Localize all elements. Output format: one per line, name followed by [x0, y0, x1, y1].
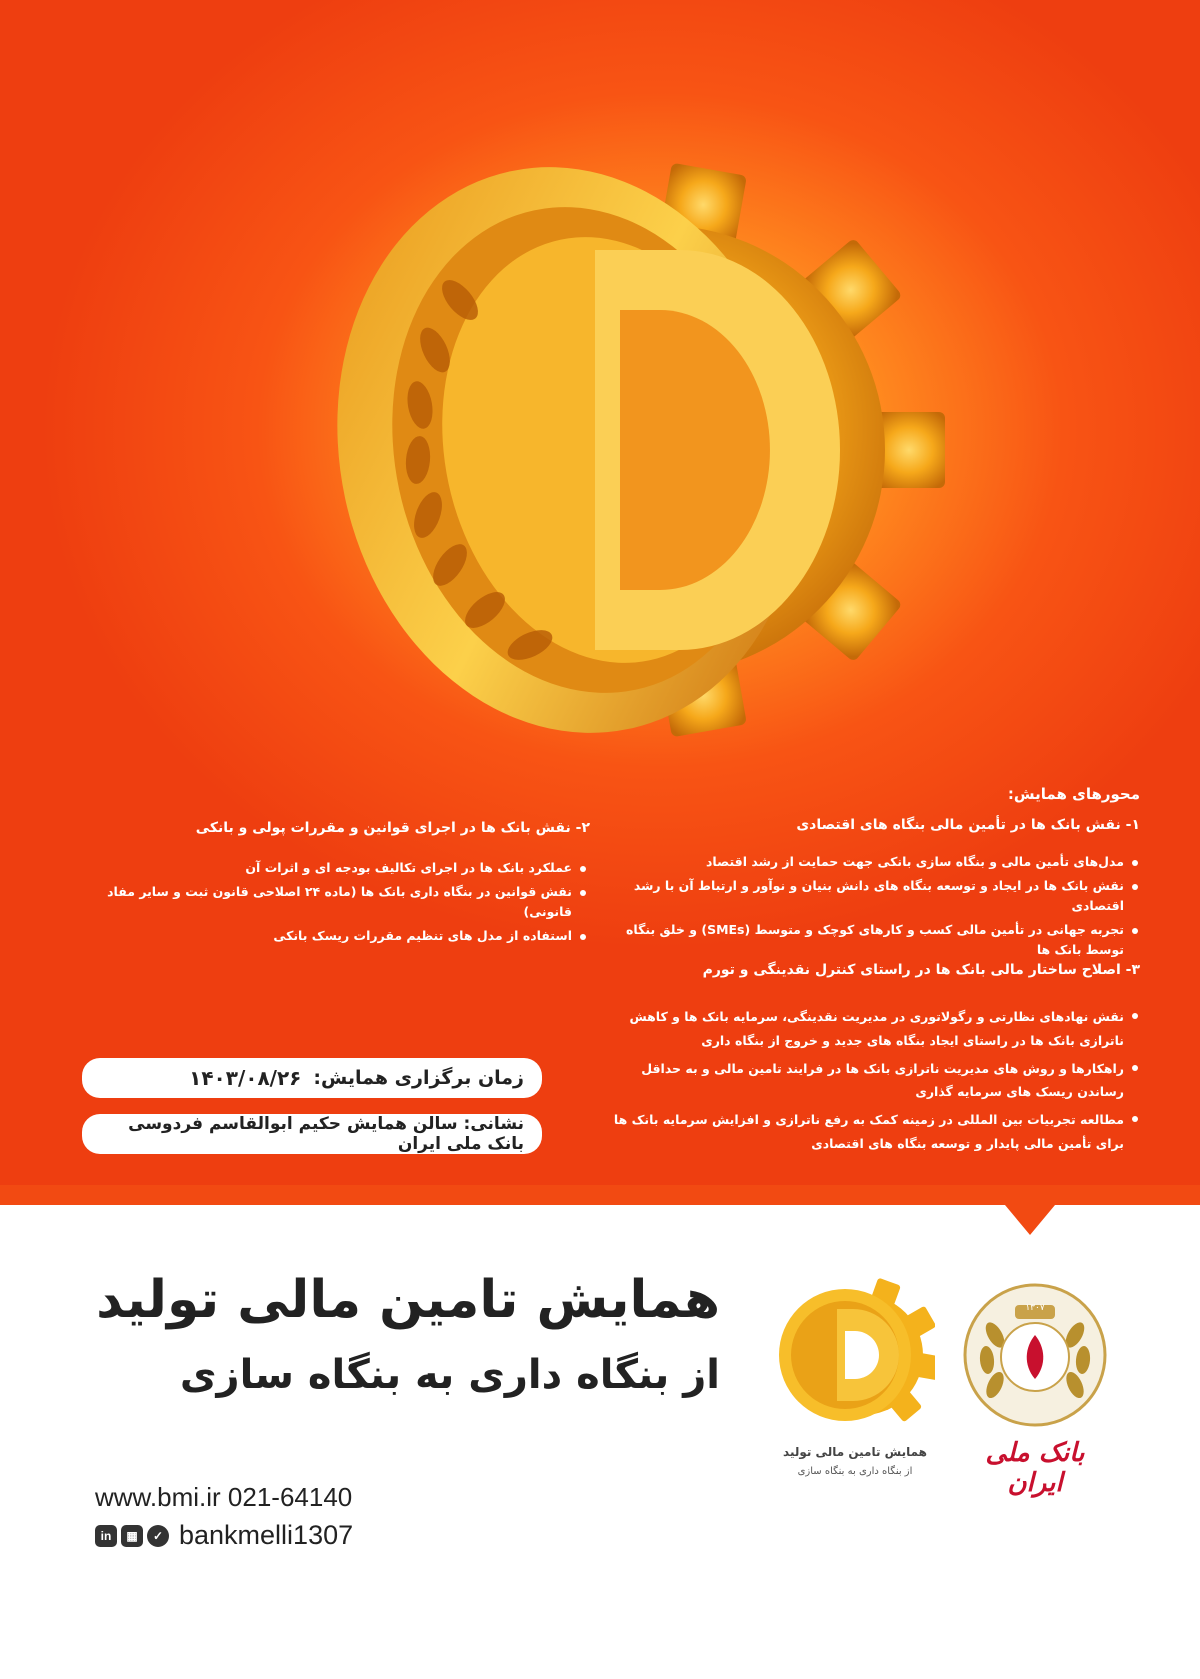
list-item: راهکارها و روش های مدیریت ناترازی بانک ها در فرایند تامین مالی و به حداقل رساندن ریسک های سرمایه گذاری [600, 1057, 1140, 1105]
social-handle[interactable]: bankmelli1307 [179, 1520, 354, 1550]
list-item: نقش نهادهای نظارتی و رگولاتوری در مدیریت نقدینگی، سرمایه بانک ها و کاهش ناترازی بانک ها در راستای ایجاد بنگاه های جدید و خروج از بنگاه داری [600, 1005, 1140, 1053]
conference-logo-icon [775, 1275, 935, 1435]
logo-caption-subtitle: از بنگاه داری به بنگاه سازی [797, 1466, 913, 1477]
address-text: نشانی: سالن همایش حکیم ابوالقاسم فردوسی بانک ملی ایران [128, 1114, 524, 1154]
date-label: زمان برگزاری همایش: [313, 1067, 524, 1089]
section3-title: ۳- اصلاح ساختار مالی بانک ها در راستای کنترل نقدینگی و تورم [702, 962, 1140, 978]
logo-caption-title: همایش تامین مالی تولید [783, 1445, 927, 1459]
coin-gear-emblem-icon [260, 150, 980, 770]
section2-list [78, 858, 588, 950]
website-link[interactable]: www.bmi.ir [95, 1482, 221, 1512]
section1-title: ۱- نقش بانک ها در تأمین مالی بنگاه های اقتصادی [796, 817, 1140, 833]
divider-notch [0, 1185, 1200, 1245]
axes-title: محورهای همایش: [1007, 785, 1140, 803]
bank-melli-seal-icon [955, 1275, 1115, 1435]
list-item: عملکرد بانک ها در اجرای تکالیف بودجه ای و اثرات آن [78, 858, 588, 878]
list-item: مطالعه تجربیات بین المللی در زمینه کمک به رفع ناترازی و افزایش سرمایه بانک ها برای تأمین مالی پایدار و توسعه بنگاه های اقتصادی [600, 1108, 1140, 1156]
social-line [95, 1520, 353, 1551]
contact-line [95, 1482, 352, 1513]
section3-list [600, 1005, 1140, 1160]
headline-title: همایش تامین مالی تولید [96, 1270, 720, 1330]
date-value: ۱۴۰۳/۰۸/۲۶ [189, 1066, 302, 1090]
headline-subtitle: از بنگاه داری به بنگاه سازی [179, 1352, 720, 1398]
list-item: تجربه جهانی در تأمین مالی کسب و کارهای کوچک و متوسط (SMEs) و خلق بنگاه توسط بانک ها [600, 920, 1140, 960]
section2-title: ۲- نقش بانک ها در اجرای قوانین و مقررات پولی و بانکی [195, 820, 590, 836]
section1-list [600, 852, 1140, 964]
list-item: نقش قوانین در بنگاه داری بانک ها (ماده ۲۴ اصلاحی قانون ثبت و سایر مفاد قانونی) [78, 882, 588, 922]
bank-year: ۱۳۰۷ [1025, 1303, 1045, 1313]
list-item: نقش بانک ها در ایجاد و توسعه بنگاه های دانش بنیان و نوآور و ارتباط آن با رشد اقتصادی [600, 876, 1140, 916]
phone-number: 021-64140 [227, 1482, 353, 1512]
list-item: مدل‌های تأمین مالی و بنگاه سازی بانکی جهت حمایت از رشد اقتصاد [600, 852, 1140, 872]
date-pill [82, 1058, 542, 1098]
bank-name: بانک ملی ایران [985, 1438, 1085, 1498]
windows-icon[interactable]: ▦ [121, 1525, 143, 1547]
verified-icon[interactable]: ✓ [147, 1525, 169, 1547]
list-item: استفاده از مدل های تنظیم مقررات ریسک بانکی [78, 926, 588, 946]
address-pill [82, 1114, 542, 1154]
linkedin-icon[interactable]: in [95, 1525, 117, 1547]
